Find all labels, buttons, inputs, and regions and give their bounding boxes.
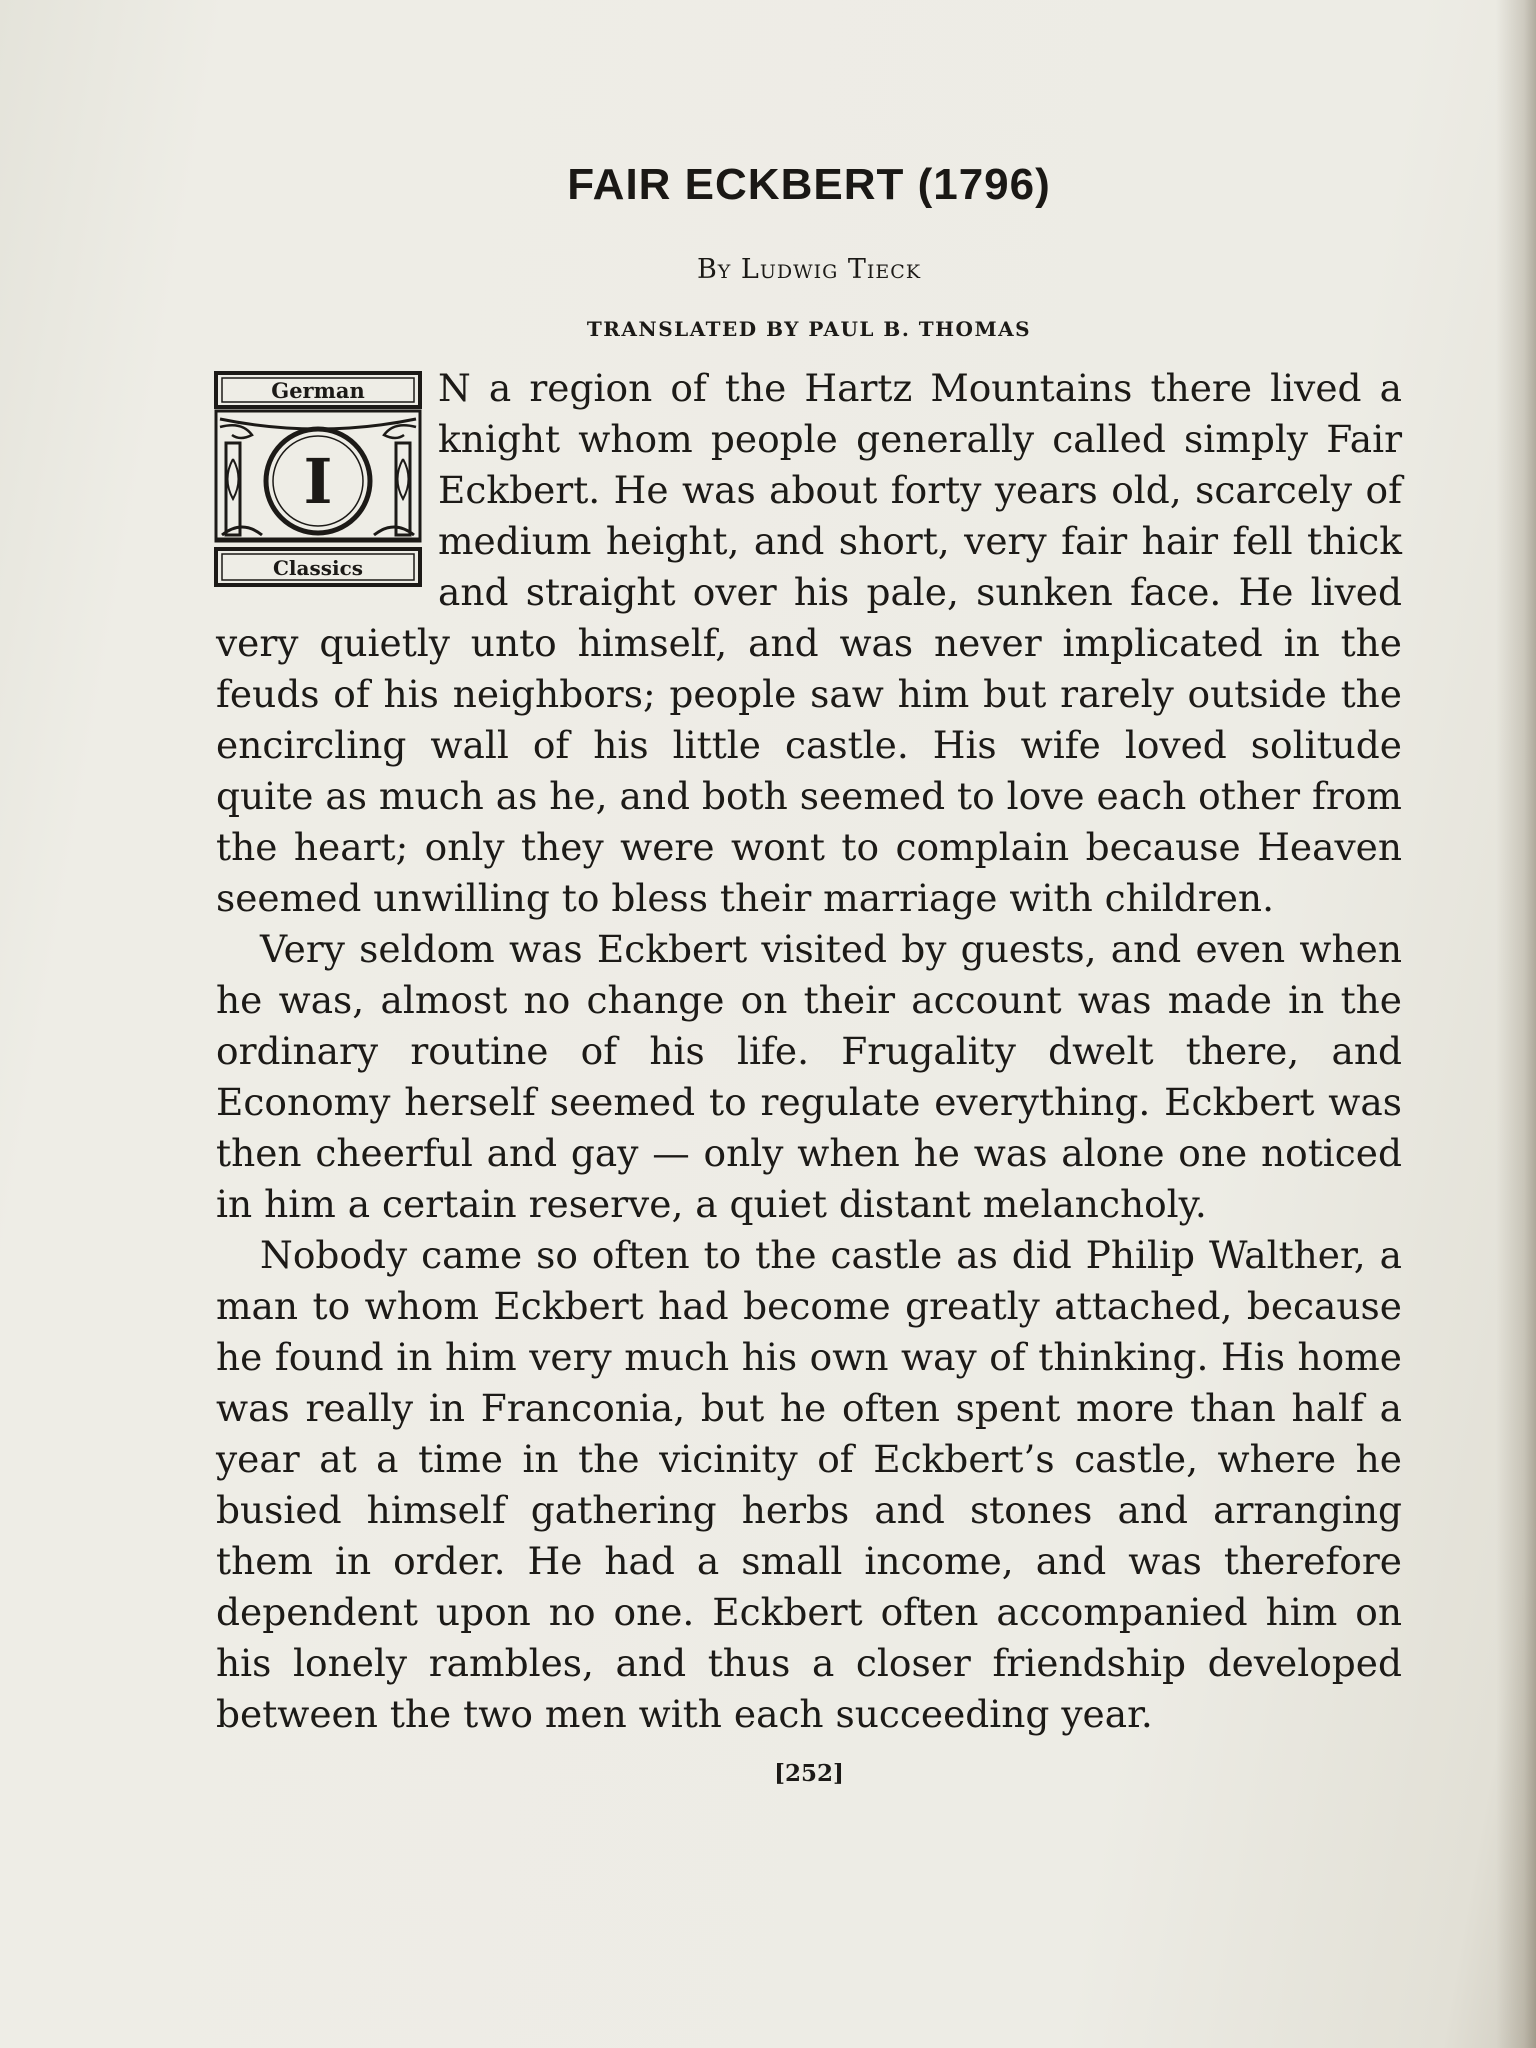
page-title: FAIR ECKBERT (1796)	[567, 160, 1051, 209]
ornament-top-label: German	[271, 378, 365, 403]
ornament-bottom-label: Classics	[272, 556, 364, 580]
paragraph-2: Very seldom was Eckbert visited by guests, and even when he was, almost no change on their account was made in the ordinary routine of his life. Frugality dwelt there, and Economy herself seemed to regulate everything. Eckbert was then cheerful and gay — only when he was alone one noticed in him a certain reserve, a quiet distant melancholy.	[216, 927, 1402, 1226]
paragraph-3: Nobody came so often to the castle as did Philip Walther, a man to whom Eckbert had become greatly attached, because he found in him very much his own way of thinking. His home was really in Franconia, but he often spent more than half a year at a time in the vicinity of Eckbert’s castle, where he busied himself gathering herbs and stones and arranging them in order. He had a small income, and was therefore dependent upon no one. Eckbert often accompanied him on his lonely rambles, and thus a closer friendship developed between the two men with each succeeding year.	[216, 1233, 1402, 1736]
page-content	[216, 140, 1402, 1787]
decorative-initial-ornament	[212, 369, 424, 591]
page-number: [252]	[774, 1760, 844, 1787]
drop-cap-letter: I	[303, 445, 333, 518]
author-byline: By Ludwig Tieck	[696, 254, 922, 285]
article-body	[216, 363, 1402, 1740]
paragraph-1: N a region of the Hartz Mountains there lived a knight whom people generally called simply Fair Eckbert. He was about forty years old, scarcely of medium height, and short, very fair hair fell thick and straight over his pale, sunken face. He lived very quietly unto himself, and was never implicated in the feuds of his neighbors; people saw him but rarely outside the encircling wall of his little castle. His wife loved solitude quite as much as he, and both seemed to love each other from the heart; only they were wont to complain because Heaven seemed unwilling to bless their marriage with children.	[216, 366, 1402, 920]
page-edge-shadow	[1496, 0, 1536, 2048]
ornament-frame-icon	[212, 369, 424, 591]
translator-line: TRANSLATED BY PAUL B. THOMAS	[586, 317, 1032, 341]
